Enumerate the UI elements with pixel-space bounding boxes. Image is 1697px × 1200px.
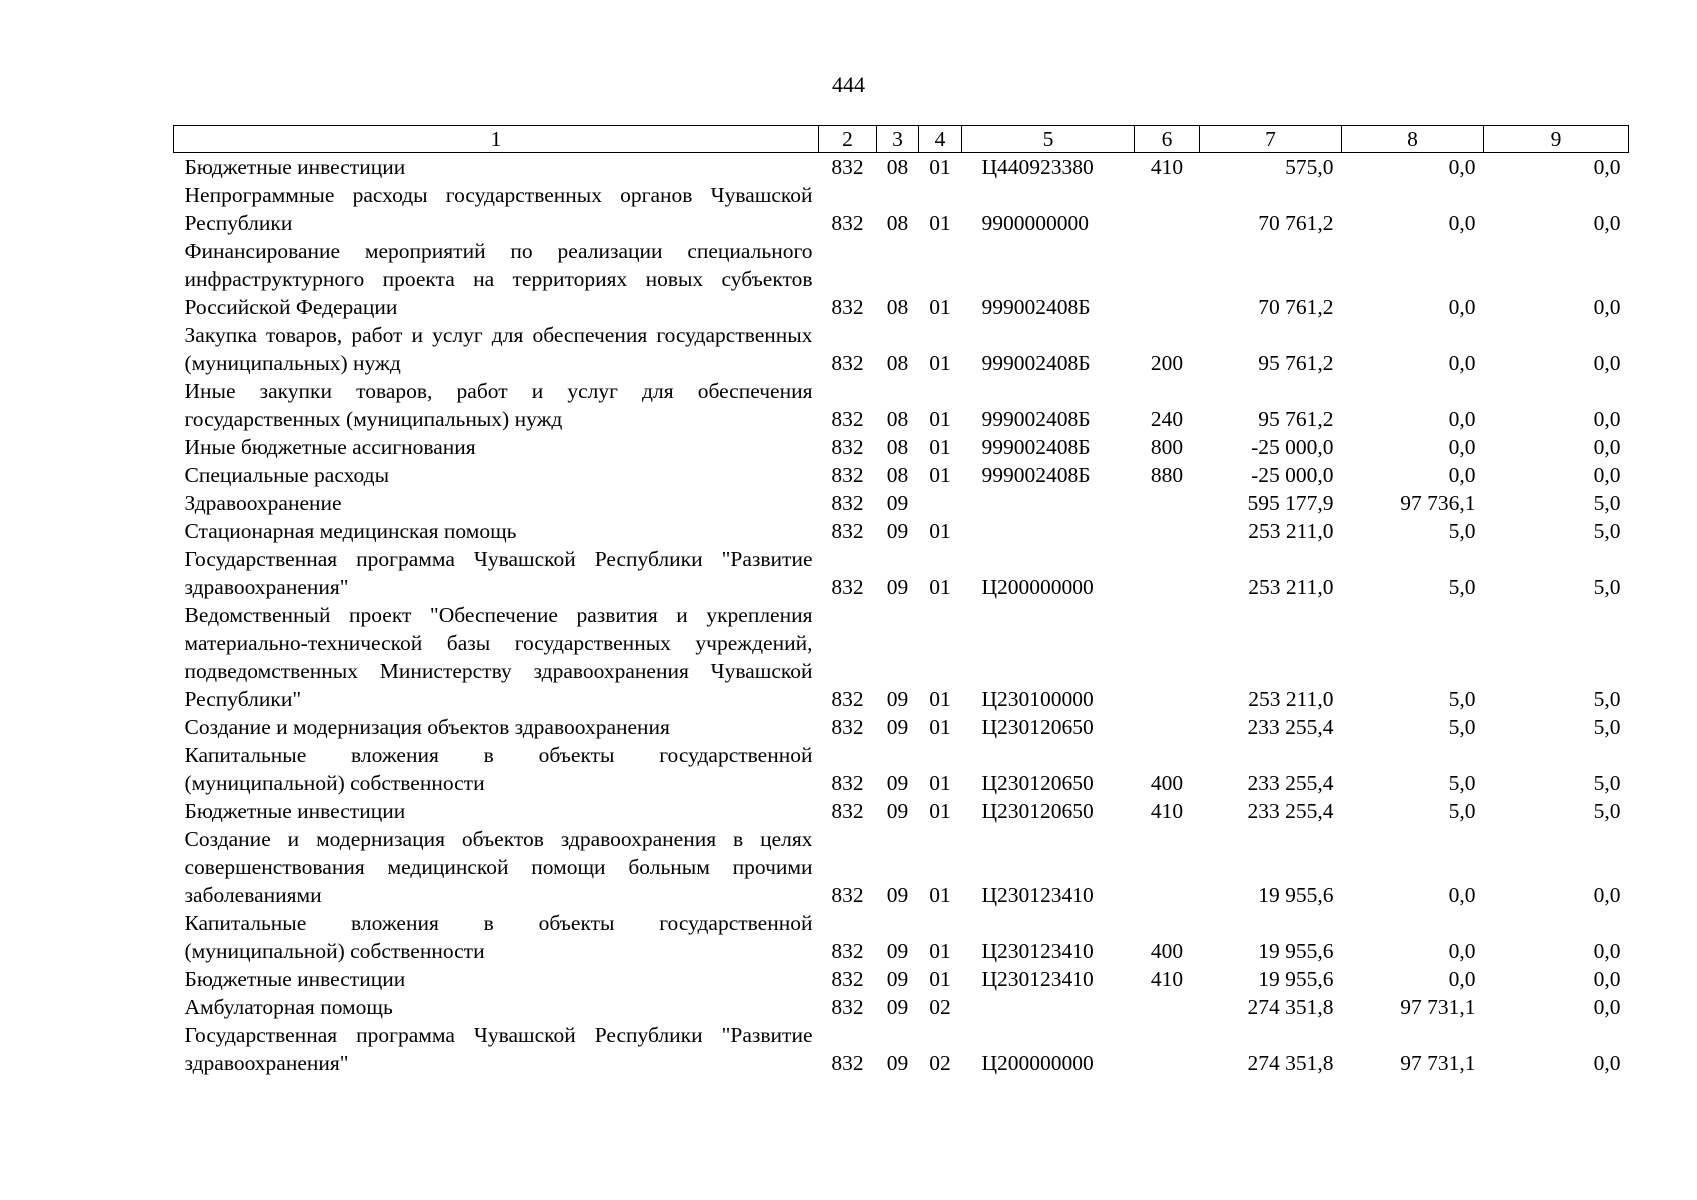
amount-col8-cell: 5,0 bbox=[1448, 799, 1476, 823]
row-name-cell: Создание и модернизация объектов здравоохранения в целях совершенствования медицинской помощи больным прочими заболеваниями bbox=[184, 827, 813, 907]
amount-col7-cell: 233 255,4 bbox=[1247, 715, 1334, 739]
target-article-cell: Ц230123410 bbox=[981, 967, 1094, 991]
amount-col8-cell: 97 731,1 bbox=[1400, 1051, 1476, 1075]
target-article-cell: Ц230120650 bbox=[981, 771, 1094, 795]
section-code-cell: 08 bbox=[886, 295, 909, 319]
ministry-code-cell: 832 bbox=[831, 211, 864, 235]
subsection-code-cell: 01 bbox=[929, 407, 951, 431]
table-row bbox=[174, 909, 1629, 965]
amount-col9-cell: 5,0 bbox=[1593, 771, 1621, 795]
expense-type-cell bbox=[1135, 993, 1200, 1021]
target-article-cell: 9900000000 bbox=[981, 211, 1089, 235]
row-name-cell: Государственная программа Чувашской Республики "Развитие здравоохранения" bbox=[184, 1023, 813, 1075]
target-article-cell: Ц230123410 bbox=[981, 939, 1094, 963]
target-article-cell: Ц230100000 bbox=[981, 687, 1094, 711]
amount-col9-cell: 0,0 bbox=[1593, 211, 1621, 235]
amount-col8-cell: 0,0 bbox=[1448, 211, 1476, 235]
amount-col8-cell: 0,0 bbox=[1448, 463, 1476, 487]
amount-col9-cell: 0,0 bbox=[1593, 155, 1621, 179]
table-row bbox=[174, 461, 1629, 489]
subsection-code-cell: 01 bbox=[929, 687, 951, 711]
amount-col8-cell: 5,0 bbox=[1448, 519, 1476, 543]
target-article-cell: 999002408Б bbox=[981, 295, 1091, 319]
ministry-code-cell: 832 bbox=[831, 1051, 864, 1075]
column-header-6: 6 bbox=[1135, 126, 1200, 153]
ministry-code-cell: 832 bbox=[831, 967, 864, 991]
table-row bbox=[174, 377, 1629, 433]
expense-type-cell bbox=[1135, 181, 1200, 237]
target-article-cell bbox=[962, 517, 1135, 545]
column-header-5: 5 bbox=[962, 126, 1135, 153]
table-row bbox=[174, 713, 1629, 741]
amount-col7-cell: 595 177,9 bbox=[1247, 491, 1334, 515]
expense-type-cell bbox=[1135, 1021, 1200, 1077]
ministry-code-cell: 832 bbox=[831, 351, 864, 375]
subsection-code-cell: 01 bbox=[929, 435, 951, 459]
subsection-code-cell: 01 bbox=[929, 351, 951, 375]
amount-col9-cell: 0,0 bbox=[1593, 295, 1621, 319]
amount-col8-cell: 5,0 bbox=[1448, 575, 1476, 599]
row-name-cell: Иные закупки товаров, работ и услуг для обеспечения государственных (муниципальных) нужд bbox=[184, 379, 813, 431]
section-code-cell: 08 bbox=[886, 435, 909, 459]
target-article-cell: Ц200000000 bbox=[981, 1051, 1094, 1075]
section-code-cell: 09 bbox=[886, 995, 909, 1019]
section-code-cell: 09 bbox=[886, 883, 909, 907]
amount-col8-cell: 0,0 bbox=[1448, 351, 1476, 375]
table-row bbox=[174, 965, 1629, 993]
target-article-cell: Ц230120650 bbox=[981, 799, 1094, 823]
amount-col7-cell: 70 761,2 bbox=[1258, 211, 1334, 235]
amount-col9-cell: 0,0 bbox=[1593, 435, 1621, 459]
table-row bbox=[174, 237, 1629, 321]
ministry-code-cell: 832 bbox=[831, 575, 864, 599]
column-header-7: 7 bbox=[1200, 126, 1342, 153]
table-row bbox=[174, 153, 1629, 182]
table-row bbox=[174, 601, 1629, 713]
subsection-code-cell: 01 bbox=[929, 799, 951, 823]
amount-col9-cell: 0,0 bbox=[1593, 883, 1621, 907]
amount-col8-cell: 0,0 bbox=[1448, 967, 1476, 991]
amount-col8-cell: 0,0 bbox=[1448, 155, 1476, 179]
ministry-code-cell: 832 bbox=[831, 463, 864, 487]
table-row bbox=[174, 489, 1629, 517]
table-row bbox=[174, 797, 1629, 825]
amount-col7-cell: 95 761,2 bbox=[1258, 351, 1334, 375]
table-row bbox=[174, 993, 1629, 1021]
row-name-cell: Государственная программа Чувашской Республики "Развитие здравоохранения" bbox=[184, 547, 813, 599]
target-article-cell: 999002408Б bbox=[981, 351, 1091, 375]
section-code-cell: 09 bbox=[886, 799, 909, 823]
amount-col9-cell: 0,0 bbox=[1593, 463, 1621, 487]
ministry-code-cell: 832 bbox=[831, 435, 864, 459]
ministry-code-cell: 832 bbox=[831, 155, 864, 179]
ministry-code-cell: 832 bbox=[831, 883, 864, 907]
column-header-4: 4 bbox=[919, 126, 962, 153]
amount-col7-cell: 253 211,0 bbox=[1248, 575, 1334, 599]
page-number: 444 bbox=[832, 72, 865, 97]
table-row bbox=[174, 1021, 1629, 1077]
amount-col8-cell: 5,0 bbox=[1448, 687, 1476, 711]
section-code-cell: 09 bbox=[886, 491, 909, 515]
expense-type-cell bbox=[1135, 825, 1200, 909]
subsection-code-cell: 01 bbox=[929, 155, 951, 179]
row-name-cell: Иные бюджетные ассигнования bbox=[184, 435, 476, 459]
section-code-cell: 09 bbox=[886, 519, 909, 543]
column-header-2: 2 bbox=[819, 126, 877, 153]
amount-col7-cell: 19 955,6 bbox=[1258, 967, 1334, 991]
target-article-cell: Ц440923380 bbox=[981, 155, 1094, 179]
ministry-code-cell: 832 bbox=[831, 995, 864, 1019]
amount-col8-cell: 5,0 bbox=[1448, 715, 1476, 739]
ministry-code-cell: 832 bbox=[831, 799, 864, 823]
expense-type-cell bbox=[1135, 517, 1200, 545]
amount-col8-cell: 5,0 bbox=[1448, 771, 1476, 795]
table-header bbox=[174, 126, 1629, 153]
subsection-code-cell: 01 bbox=[929, 939, 951, 963]
target-article-cell bbox=[962, 489, 1135, 517]
table-row bbox=[174, 181, 1629, 237]
expense-type-cell: 800 bbox=[1150, 435, 1184, 459]
table-row bbox=[174, 545, 1629, 601]
table-row bbox=[174, 321, 1629, 377]
table-row bbox=[174, 433, 1629, 461]
subsection-code-cell: 01 bbox=[929, 967, 951, 991]
row-name-cell: Бюджетные инвестиции bbox=[184, 799, 406, 823]
amount-col9-cell: 5,0 bbox=[1593, 519, 1621, 543]
amount-col7-cell: 253 211,0 bbox=[1248, 519, 1334, 543]
table-body bbox=[174, 153, 1629, 1078]
amount-col7-cell: 95 761,2 bbox=[1258, 407, 1334, 431]
section-code-cell: 09 bbox=[886, 771, 909, 795]
amount-col8-cell: 97 731,1 bbox=[1400, 995, 1476, 1019]
row-name-cell: Бюджетные инвестиции bbox=[184, 155, 406, 179]
amount-col9-cell: 0,0 bbox=[1593, 967, 1621, 991]
section-code-cell: 09 bbox=[886, 939, 909, 963]
amount-col9-cell: 5,0 bbox=[1593, 687, 1621, 711]
subsection-code-cell: 01 bbox=[929, 295, 951, 319]
row-name-cell: Закупка товаров, работ и услуг для обеспечения государственных (муниципальных) нужд bbox=[184, 323, 813, 375]
target-article-cell: 999002408Б bbox=[981, 435, 1091, 459]
amount-col7-cell: -25 000,0 bbox=[1251, 435, 1334, 459]
amount-col8-cell: 0,0 bbox=[1448, 883, 1476, 907]
column-header-3: 3 bbox=[877, 126, 919, 153]
amount-col7-cell: -25 000,0 bbox=[1251, 463, 1334, 487]
target-article-cell: 999002408Б bbox=[981, 407, 1091, 431]
row-name-cell: Амбулаторная помощь bbox=[184, 995, 393, 1019]
amount-col9-cell: 5,0 bbox=[1593, 799, 1621, 823]
ministry-code-cell: 832 bbox=[831, 295, 864, 319]
budget-table bbox=[173, 125, 1629, 1077]
target-article-cell bbox=[962, 993, 1135, 1021]
amount-col7-cell: 70 761,2 bbox=[1258, 295, 1334, 319]
ministry-code-cell: 832 bbox=[831, 687, 864, 711]
amount-col9-cell: 5,0 bbox=[1593, 575, 1621, 599]
section-code-cell: 09 bbox=[886, 967, 909, 991]
row-name-cell: Финансирование мероприятий по реализации специального инфраструктурного проекта на территориях новых субъектов Российской Федерации bbox=[184, 239, 813, 319]
table-row bbox=[174, 741, 1629, 797]
subsection-code-cell: 01 bbox=[929, 211, 951, 235]
row-name-cell: Бюджетные инвестиции bbox=[184, 967, 406, 991]
target-article-cell: Ц230123410 bbox=[981, 883, 1094, 907]
amount-col7-cell: 19 955,6 bbox=[1258, 883, 1334, 907]
expense-type-cell: 410 bbox=[1150, 799, 1184, 823]
section-code-cell: 09 bbox=[886, 575, 909, 599]
subsection-code-cell: 01 bbox=[929, 463, 951, 487]
ministry-code-cell: 832 bbox=[831, 519, 864, 543]
section-code-cell: 08 bbox=[886, 351, 909, 375]
row-name-cell: Стационарная медицинская помощь bbox=[184, 519, 517, 543]
amount-col7-cell: 274 351,8 bbox=[1247, 1051, 1334, 1075]
amount-col8-cell: 97 736,1 bbox=[1400, 491, 1476, 515]
ministry-code-cell: 832 bbox=[831, 771, 864, 795]
section-code-cell: 09 bbox=[886, 1051, 909, 1075]
expense-type-cell: 410 bbox=[1150, 155, 1184, 179]
expense-type-cell: 880 bbox=[1150, 463, 1184, 487]
subsection-code-cell: 01 bbox=[929, 575, 951, 599]
amount-col9-cell: 0,0 bbox=[1593, 939, 1621, 963]
amount-col7-cell: 19 955,6 bbox=[1258, 939, 1334, 963]
section-code-cell: 09 bbox=[886, 715, 909, 739]
row-name-cell: Непрограммные расходы государственных органов Чувашской Республики bbox=[184, 183, 813, 235]
section-code-cell: 08 bbox=[886, 211, 909, 235]
row-name-cell: Ведомственный проект "Обеспечение развития и укрепления материально-технической базы государственных учреждений, подведомственных Министерству здравоохранения Чувашской Республики" bbox=[184, 603, 813, 711]
amount-col8-cell: 0,0 bbox=[1448, 939, 1476, 963]
subsection-code-cell: 01 bbox=[929, 519, 951, 543]
section-code-cell: 09 bbox=[886, 687, 909, 711]
amount-col9-cell: 5,0 bbox=[1593, 715, 1621, 739]
subsection-code-cell: 01 bbox=[929, 715, 951, 739]
expense-type-cell: 400 bbox=[1150, 771, 1184, 795]
column-header-1: 1 bbox=[174, 126, 819, 153]
amount-col7-cell: 253 211,0 bbox=[1248, 687, 1334, 711]
expense-type-cell bbox=[1135, 601, 1200, 713]
subsection-code-cell: 02 bbox=[929, 1051, 951, 1075]
expense-type-cell: 200 bbox=[1150, 351, 1184, 375]
column-header-9: 9 bbox=[1484, 126, 1629, 153]
amount-col8-cell: 0,0 bbox=[1448, 407, 1476, 431]
ministry-code-cell: 832 bbox=[831, 407, 864, 431]
ministry-code-cell: 832 bbox=[831, 491, 864, 515]
row-name-cell: Создание и модернизация объектов здравоохранения bbox=[184, 715, 670, 739]
expense-type-cell: 400 bbox=[1150, 939, 1184, 963]
subsection-code-cell bbox=[919, 489, 962, 517]
amount-col9-cell: 0,0 bbox=[1593, 995, 1621, 1019]
expense-type-cell bbox=[1135, 545, 1200, 601]
amount-col7-cell: 575,0 bbox=[1285, 155, 1334, 179]
subsection-code-cell: 01 bbox=[929, 771, 951, 795]
amount-col9-cell: 0,0 bbox=[1593, 351, 1621, 375]
header-row bbox=[174, 126, 1629, 153]
target-article-cell: Ц200000000 bbox=[981, 575, 1094, 599]
row-name-cell: Капитальные вложения в объекты государственной (муниципальной) собственности bbox=[184, 743, 813, 795]
row-name-cell: Здравоохранение bbox=[184, 491, 342, 515]
subsection-code-cell: 02 bbox=[929, 995, 951, 1019]
amount-col8-cell: 0,0 bbox=[1448, 435, 1476, 459]
row-name-cell: Специальные расходы bbox=[184, 463, 390, 487]
table-row bbox=[174, 517, 1629, 545]
amount-col9-cell: 5,0 bbox=[1593, 491, 1621, 515]
amount-col8-cell: 0,0 bbox=[1448, 295, 1476, 319]
target-article-cell: Ц230120650 bbox=[981, 715, 1094, 739]
amount-col7-cell: 233 255,4 bbox=[1247, 799, 1334, 823]
section-code-cell: 08 bbox=[886, 155, 909, 179]
table-row bbox=[174, 825, 1629, 909]
ministry-code-cell: 832 bbox=[831, 715, 864, 739]
expense-type-cell: 410 bbox=[1150, 967, 1184, 991]
amount-col7-cell: 274 351,8 bbox=[1247, 995, 1334, 1019]
target-article-cell: 999002408Б bbox=[981, 463, 1091, 487]
section-code-cell: 08 bbox=[886, 463, 909, 487]
column-header-8: 8 bbox=[1342, 126, 1484, 153]
amount-col7-cell: 233 255,4 bbox=[1247, 771, 1334, 795]
amount-col9-cell: 0,0 bbox=[1593, 407, 1621, 431]
expense-type-cell bbox=[1135, 713, 1200, 741]
amount-col9-cell: 0,0 bbox=[1593, 1051, 1621, 1075]
subsection-code-cell: 01 bbox=[929, 883, 951, 907]
section-code-cell: 08 bbox=[886, 407, 909, 431]
expense-type-cell: 240 bbox=[1150, 407, 1184, 431]
ministry-code-cell: 832 bbox=[831, 939, 864, 963]
row-name-cell: Капитальные вложения в объекты государственной (муниципальной) собственности bbox=[184, 911, 813, 963]
expense-type-cell bbox=[1135, 489, 1200, 517]
expense-type-cell bbox=[1135, 237, 1200, 321]
